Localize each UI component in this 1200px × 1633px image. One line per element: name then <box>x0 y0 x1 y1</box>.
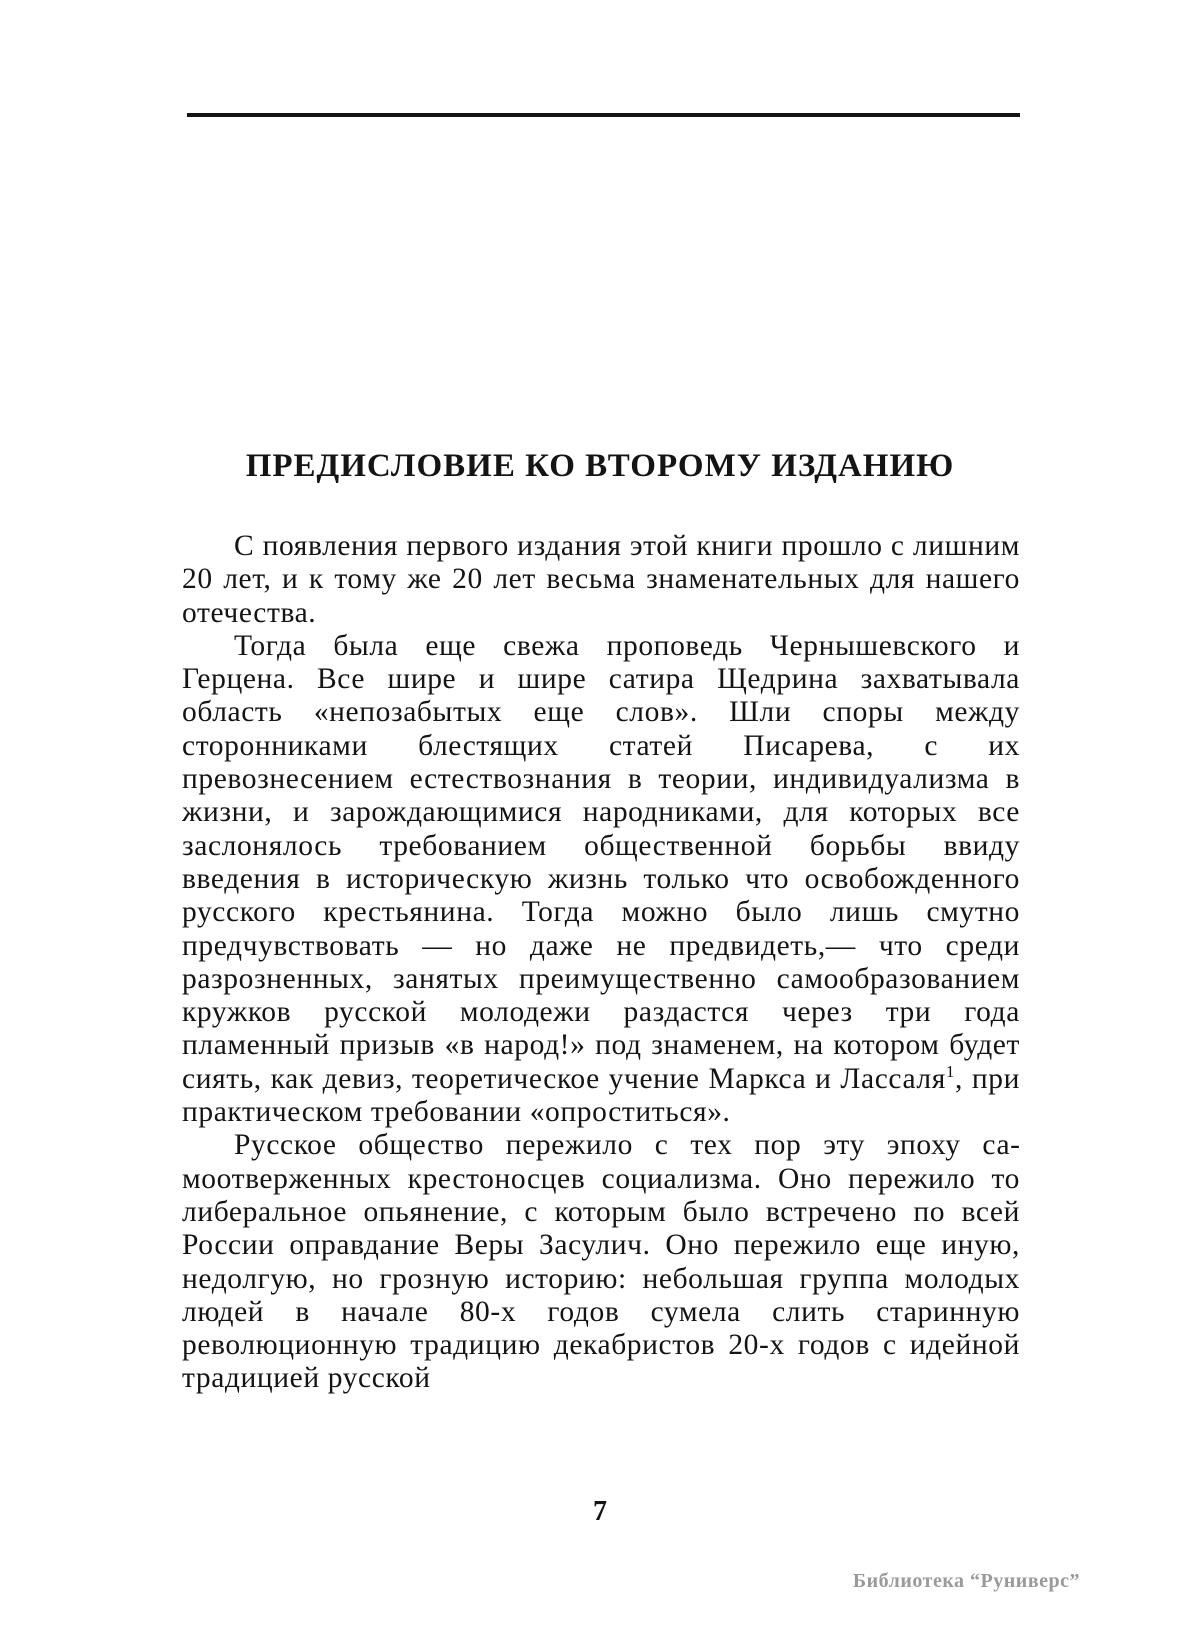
top-rule <box>187 113 1020 117</box>
paragraph-3: Русское общество пережило с тех пор эту эпоху самоотверженных крестоносцев социализма. Оно пережило то либеральное опьянение, с которым было встречено по всей России оправдание Веры Засулич. Оно пережило еще иную, недолгую, но грозную историю: небольшая группа молодых людей в начале 80-х годов сумела слить старинную революционную традицию декабристов 20-х годов с идейной традицией русской <box>182 1129 1020 1395</box>
paragraph-2-text: Тогда была еще свежа проповедь Чернышевского и Герцена. Все шире и шире сатира Щедрина захватывала область «непозабытых еще слов». Шли споры между сторонниками блестящих статей Писарева, с их превознесением естествознания в теории, индивидуализма в жизни, и зарождающимися народниками, для которых все заслонялось требованием общественной борьбы ввиду введения в историческую жизнь только что освобожденного русского крестьянина. Тогда можно было лишь смутно предчувствовать — но даже не предвидеть,— что среди разрозненных, занятых преимущественно самообразованием кружков русской молодежи раздастся через три года пламенный призыв «в народ!» под знаменем, на котором будет сиять, как девиз, теоретическое учение Маркса и Лассаля <box>182 629 1020 1095</box>
body-text <box>182 530 1020 1396</box>
paragraph-2 <box>182 630 1020 1129</box>
page-number: 7 <box>593 1496 607 1527</box>
library-watermark: Библиотека “Руниверс” <box>852 1570 1080 1592</box>
chapter-title: ПРЕДИСЛОВИЕ КО ВТОРОМУ ИЗДАНИЮ <box>245 448 955 484</box>
paragraph-1: С появления первого издания этой книги прошло с лишним 20 лет, и к тому же 20 лет весьма знаменательных для нашего отечества. <box>182 530 1020 629</box>
paragraph-2-text-end: , при практическом требовании «опроститься». <box>182 1062 1020 1129</box>
footnote-reference[interactable]: 1 <box>945 1061 956 1081</box>
